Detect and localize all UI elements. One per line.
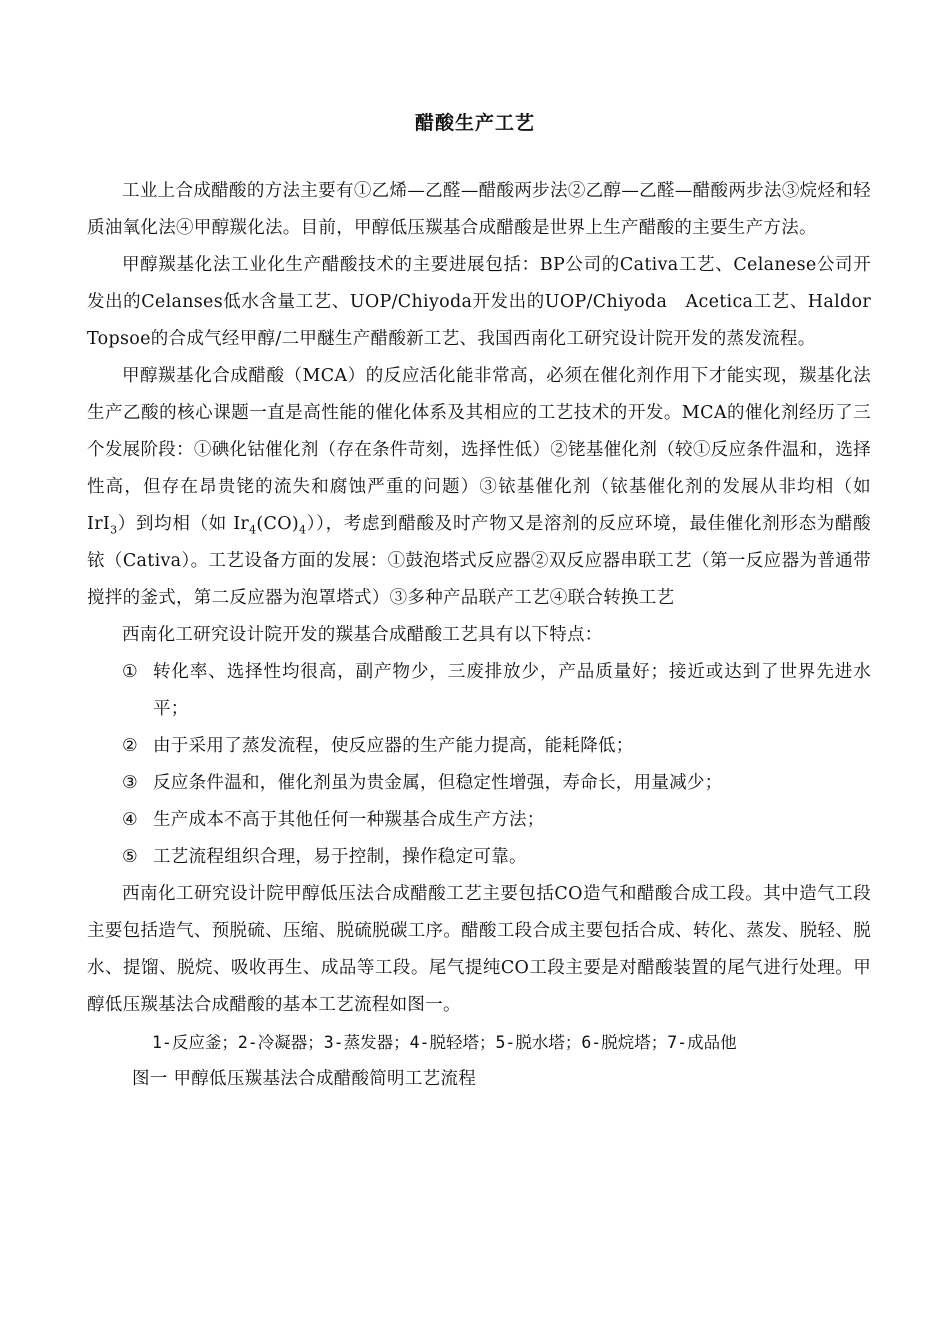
catalyst-text-4: ）），考虑到醋酸及时产物又是溶剂的反应环境，最佳催化剂形态为醋酸铱（Cativa）。工艺设备方面的发展：①鼓泡塔式反应器②双反应器串联工艺（第一反应器为普通带搅拌的釜式，第二反应器为泡罩塔式）③多种产品联产工艺④联合转换工艺 bbox=[87, 514, 871, 608]
list-number: ③ bbox=[122, 773, 138, 793]
list-text: 转化率、选择性均很高，副产物少，三废排放少，产品质量好；接近或达到了世界先进水平； bbox=[153, 662, 871, 719]
list-number: ⑤ bbox=[122, 847, 138, 867]
paragraph-catalyst bbox=[87, 358, 871, 617]
list-text: 生产成本不高于其他任何一种羰基合成生产方法； bbox=[153, 810, 545, 830]
document-body bbox=[87, 173, 871, 1098]
subscript-4b: 4 bbox=[299, 523, 307, 537]
figure-legend: 1-反应釜；2-冷凝器；3-蒸发器；4-脱轻塔；5-脱水塔；6-脱烷塔；7-成品他 bbox=[152, 1033, 737, 1052]
catalyst-text-3: (CO) bbox=[256, 514, 299, 534]
list-item bbox=[87, 728, 871, 765]
list-item bbox=[87, 802, 871, 839]
paragraph-methods: 工业上合成醋酸的方法主要有①乙烯—乙醛—醋酸两步法②乙醇—乙醛—醋酸两步法③烷烃和轻质油氧化法④甲醇羰化法。目前，甲醇低压羰基合成醋酸是世界上生产醋酸的主要生产方法。 bbox=[87, 181, 871, 238]
list-item bbox=[87, 765, 871, 802]
paragraph-features-intro: 西南化工研究设计院开发的羰基合成醋酸工艺具有以下特点： bbox=[122, 625, 603, 645]
subscript-4a: 4 bbox=[249, 523, 257, 537]
list-item bbox=[87, 654, 871, 728]
subscript-3: 3 bbox=[110, 523, 118, 537]
document-title: 醋酸生产工艺 bbox=[414, 112, 535, 134]
list-text: 反应条件温和，催化剂虽为贵金属，但稳定性增强，寿命长，用量减少； bbox=[153, 773, 723, 793]
paragraph-process: 西南化工研究设计院甲醇低压法合成醋酸工艺主要包括CO造气和醋酸合成工段。其中造气工段主要包括造气、预脱硫、压缩、脱硫脱碳工序。醋酸工段合成主要包括合成、转化、蒸发、脱轻、脱水、提馏、脱烷、吸收再生、成品等工段。尾气提纯CO工段主要是对醋酸装置的尾气进行处理。甲醇低压羰基法合成醋酸的基本工艺流程如图一。 bbox=[87, 884, 871, 1015]
list-number: ② bbox=[122, 736, 138, 756]
paragraph-progress: 甲醇羰基化法工业化生产醋酸技术的主要进展包括：BP公司的Cativa工艺、Celanese公司开发出的Celanses低水含量工艺、UOP/Chiyoda开发出的UOP/Chiyoda Acetica工艺、Haldor Topsoe的合成气经甲醇/二甲醚生产醋酸新工艺、我国西南化工研究设计院开发的蒸发流程。 bbox=[87, 255, 871, 349]
catalyst-text-2: ）到均相（如 Ir bbox=[117, 514, 250, 534]
catalyst-text-1: 甲醇羰基化合成醋酸（MCA）的反应活化能非常高，必须在催化剂作用下才能实现，羰基化法生产乙酸的核心课题一直是高性能的催化体系及其相应的工艺技术的开发。MCA的催化剂经历了三个发展阶段：①碘化钴催化剂（存在条件苛刻，选择性低）②铑基催化剂（较①反应条件温和，选择性高，但存在昂贵铑的流失和腐蚀严重的问题）③铱基催化剂（铱基催化剂的发展从非均相（如 IrI bbox=[87, 366, 871, 534]
list-number: ④ bbox=[122, 810, 138, 830]
list-number: ① bbox=[122, 662, 138, 682]
list-item bbox=[87, 839, 871, 876]
list-text: 由于采用了蒸发流程，使反应器的生产能力提高，能耗降低； bbox=[153, 736, 634, 756]
list-text: 工艺流程组织合理，易于控制，操作稳定可靠。 bbox=[153, 847, 527, 867]
feature-list bbox=[87, 654, 871, 876]
figure-caption: 图一 甲醇低压羰基法合成醋酸简明工艺流程 bbox=[132, 1069, 477, 1089]
